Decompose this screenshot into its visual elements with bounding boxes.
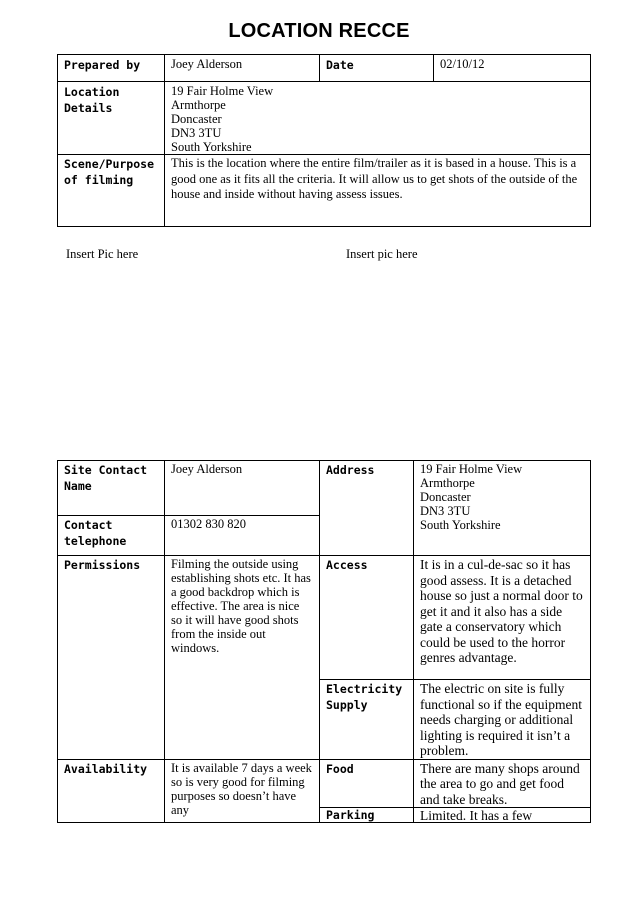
permissions-value: Filming the outside using establishing shots etc. It has a good backdrop which is effective. The area is nice so it will have good shots from the inside out windows. [165,556,320,760]
header-table [57,54,591,227]
electricity-supply-value: The electric on site is fully functional so if the equipment needs charging or additional lighting is required it isn’t a problem. [414,680,591,760]
address-line: Doncaster [420,490,471,504]
contact-telephone-value: 01302 830 820 [165,516,320,556]
food-label: Food [320,759,414,808]
address-line: South Yorkshire [420,518,501,532]
page-title: LOCATION RECCE [228,20,410,42]
location-details-value [165,82,591,155]
access-label: Access [320,556,414,680]
location-line: DN3 3TU [171,126,222,140]
location-line: South Yorkshire [171,140,252,154]
site-contact-label: Site Contact Name [58,461,165,516]
address-line: 19 Fair Holme View [420,462,523,476]
prepared-by-value: Joey Alderson [165,55,320,82]
address-value [414,461,591,556]
date-label: Date [320,55,434,82]
location-details-label: Location Details [58,82,165,155]
electricity-supply-label: Electricity Supply [320,680,414,760]
insert-pic-right-placeholder: Insert pic here [346,247,418,261]
address-line: DN3 3TU [420,504,471,518]
permissions-label: Permissions [58,556,165,760]
insert-pic-left-placeholder: Insert Pic here [66,247,139,261]
date-value: 02/10/12 [434,55,591,82]
parking-value: Limited. It has a few [414,808,591,823]
availability-value: It is available 7 days a week so is very good for filming purposes so doesn’t have any [165,759,320,823]
location-line: Armthorpe [171,98,226,112]
availability-label: Availability [58,759,165,823]
address-line: Armthorpe [420,476,475,490]
scene-purpose-value: This is the location where the entire film/trailer as it is based in a house. This is a good one as it fits all the criteria. It will allow us to get shots of the outside of the house and inside without having assess issues. [165,155,591,227]
details-table [57,460,591,823]
address-label: Address [320,461,414,556]
contact-telephone-label: Contact telephone [58,516,165,556]
site-contact-value: Joey Alderson [165,461,320,516]
scene-purpose-label: Scene/Purpose of filming [58,155,165,227]
food-value: There are many shops around the area to go and get food and take breaks. [414,759,591,808]
parking-label: Parking [320,808,414,823]
location-line: Doncaster [171,112,222,126]
access-value: It is in a cul-de-sac so it has good assess. It is a detached house so just a normal door to get it and it also has a side gate a conservatory which could be used to the horror genres advantage. [414,556,591,680]
prepared-by-label: Prepared by [58,55,165,82]
location-line: 19 Fair Holme View [171,84,274,98]
